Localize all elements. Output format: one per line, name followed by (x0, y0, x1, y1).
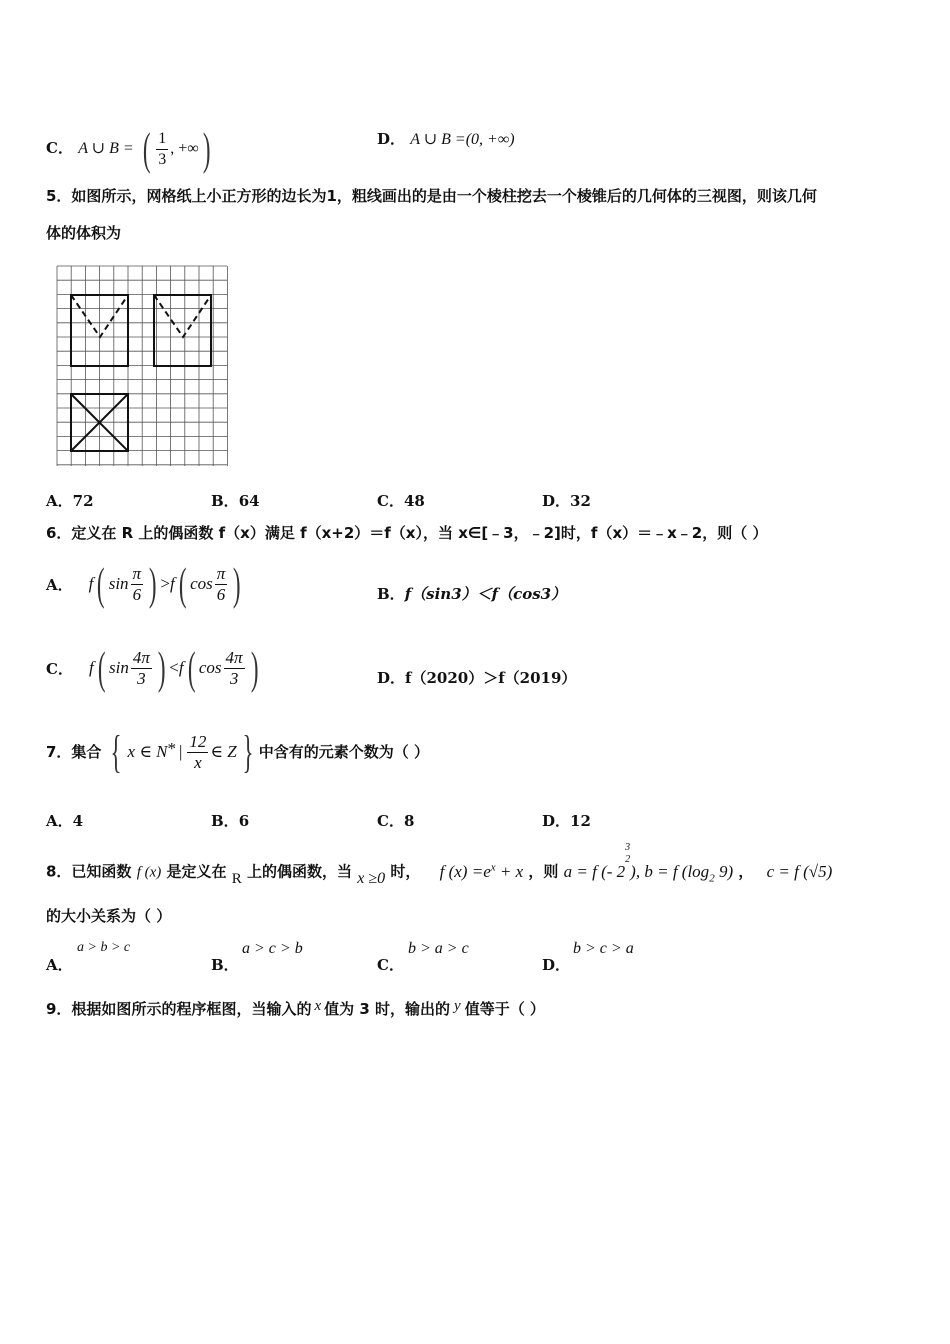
sin: sin (108, 574, 129, 593)
func-f: f (178, 658, 184, 677)
right-paren: ) (157, 642, 166, 693)
q8-part: 上的偶函数，当 (247, 862, 353, 881)
option-value: b > c > a (573, 940, 634, 957)
q8-part: 时， (390, 862, 421, 881)
exponent-fraction (625, 842, 630, 866)
option-math: A ∪ B =(0, +∞) (410, 131, 515, 148)
right-brace: } (242, 726, 254, 777)
denominator: 6 (216, 584, 226, 604)
q9-part: 9．根据如图所示的程序框图，当输入的 (46, 1000, 312, 1018)
numerator: 4π (225, 647, 243, 667)
numerator: 12 (189, 731, 207, 751)
option-value: 12 (570, 812, 591, 830)
q9-part: 值等于（ ） (464, 1000, 545, 1018)
q8-function: f (x) =e (439, 861, 491, 881)
q8-fx: f (x) (136, 864, 162, 881)
option-letter: B． (211, 492, 239, 510)
q8-part: ， (738, 862, 754, 881)
option-value: 4 (72, 812, 84, 830)
q8-stem-line2: 的大小关系为（ ） (46, 907, 172, 925)
left-paren: ( (187, 642, 196, 693)
option-tail: , +∞ (170, 140, 199, 157)
fraction (187, 732, 208, 773)
option-letter: A． (46, 956, 73, 974)
cos: cos (198, 658, 222, 677)
option-value: 32 (570, 492, 591, 510)
option-value: f（sin3）＜f（cos3） (404, 585, 567, 603)
q8-b-def: , b = f (log (635, 861, 710, 881)
q8-part: 8．已知函数 (46, 862, 132, 881)
option-letter: C． (377, 812, 404, 830)
option-letter: A． (46, 575, 73, 594)
q4-option-d (377, 128, 515, 149)
three-view-figure (55, 264, 230, 469)
option-letter: A． (46, 492, 73, 510)
q8-stem-line1 (46, 842, 833, 889)
option-letter: B． (377, 585, 405, 603)
denominator: 3 (229, 668, 239, 688)
q7-prefix: 7．集合 (46, 743, 102, 761)
q5-option-a (46, 490, 94, 511)
fraction (224, 648, 245, 689)
q6-option-b (377, 583, 566, 604)
option-math: A ∪ B = (78, 140, 134, 157)
func-f: f (88, 658, 94, 677)
log-base: 2 (709, 872, 715, 885)
numerator: π (132, 563, 142, 583)
option-value: 64 (238, 492, 260, 510)
q8-option-c (377, 940, 537, 974)
option-value: 72 (72, 492, 94, 510)
q7-stem (46, 726, 429, 778)
fraction (215, 564, 228, 605)
left-paren: ( (97, 558, 105, 609)
q7-suffix: 中含有的元素个数为（ ） (258, 743, 430, 761)
numerator: 4π (132, 647, 150, 667)
q5-option-d (542, 490, 591, 511)
right-paren: ) (202, 123, 211, 174)
q5-stem-line1: 5．如图所示，网格纸上小正方形的边长为1，粗线画出的是由一个棱柱挖去一个棱锥后的几何体的三视图，则该几何 (46, 187, 817, 205)
q7-option-a (46, 810, 83, 831)
func-f: f (170, 574, 175, 593)
q8-part: ，则 (528, 862, 559, 881)
q6-option-c (46, 642, 262, 694)
denominator: 3 (137, 668, 146, 688)
q6-stem: 6．定义在 R 上的偶函数 f（x）满足 f（x+2）＝f（x），当 x∈[﹣3，﹣2]时，f（x）＝﹣x﹣2，则（ ） (46, 524, 768, 542)
fraction (131, 648, 152, 689)
exp-denominator: 2 (625, 854, 631, 865)
option-value: b > a > c (408, 940, 469, 957)
q4-option-c (46, 123, 214, 174)
numerator: 1 (156, 129, 168, 150)
option-value: f（2020）＞f（2019） (405, 669, 577, 687)
q8-func-sup: x (490, 861, 496, 873)
option-letter: C． (46, 659, 73, 678)
q8-part: 是定义在 (166, 862, 227, 881)
q8-func-tail: + x (495, 861, 524, 881)
denominator: 6 (132, 584, 142, 604)
q6-option-d (377, 667, 576, 688)
set-condition: ∈ Z (210, 742, 237, 761)
option-letter: D． (542, 812, 571, 830)
sin: sin (109, 658, 129, 677)
relation: < (169, 658, 179, 677)
fraction (156, 129, 168, 170)
option-letter: B． (211, 812, 239, 830)
cos: cos (190, 574, 213, 593)
option-letter: D． (542, 956, 571, 974)
left-paren: ( (178, 558, 187, 609)
option-letter: D． (377, 669, 406, 687)
q8-a-close: ) (630, 861, 636, 881)
q7-option-b (211, 810, 249, 831)
relation: > (160, 574, 170, 593)
q7-option-d (542, 810, 591, 831)
q8-a-def: a = f (- 2 (563, 861, 626, 881)
right-paren: ) (148, 558, 157, 609)
q6-option-a (46, 558, 245, 610)
func-f: f (88, 574, 94, 593)
option-letter: C． (377, 492, 404, 510)
denominator: x (194, 752, 202, 772)
option-letter: A． (46, 812, 73, 830)
q9-part: 值为 3 时，输出的 (324, 1000, 451, 1018)
left-brace: { (110, 726, 123, 777)
left-paren: ( (97, 642, 106, 693)
option-letter: C． (377, 956, 404, 974)
q8-option-a (46, 940, 206, 974)
q8-option-b (211, 940, 371, 974)
option-letter: B． (211, 956, 239, 974)
set-bar: | (179, 742, 183, 761)
q8-option-d (542, 940, 702, 974)
q8-b-tail: 9) (714, 861, 734, 881)
set-element: x ∈ N (127, 742, 168, 761)
q5-option-b (211, 490, 260, 511)
q8-R: R (231, 870, 242, 887)
q8-condition: x ≥0 (357, 869, 386, 887)
option-letter: C． (46, 139, 73, 157)
right-paren: ) (233, 558, 241, 609)
q7-option-c (377, 810, 414, 831)
fraction (131, 564, 144, 605)
exp-numerator: 3 (625, 842, 631, 853)
q5-stem-line2: 体的体积为 (46, 224, 122, 242)
option-value: 6 (238, 812, 250, 830)
star: * (167, 739, 176, 758)
right-paren: ) (250, 642, 259, 693)
option-value: 48 (403, 492, 425, 510)
option-value: 8 (403, 812, 415, 830)
option-value: a > b > c (77, 940, 131, 955)
option-value: a > c > b (242, 940, 303, 957)
side-view (154, 295, 211, 366)
denominator: 3 (158, 150, 167, 168)
numerator: π (216, 563, 226, 583)
option-letter: D． (377, 130, 406, 148)
q9-stem (46, 998, 545, 1021)
option-letter: D． (542, 492, 571, 510)
left-paren: ( (142, 123, 151, 174)
q8-c-def: c = f (√5) (766, 861, 833, 881)
q5-option-c (377, 490, 425, 511)
q9-x: x (314, 998, 322, 1014)
q9-y: y (454, 998, 461, 1014)
